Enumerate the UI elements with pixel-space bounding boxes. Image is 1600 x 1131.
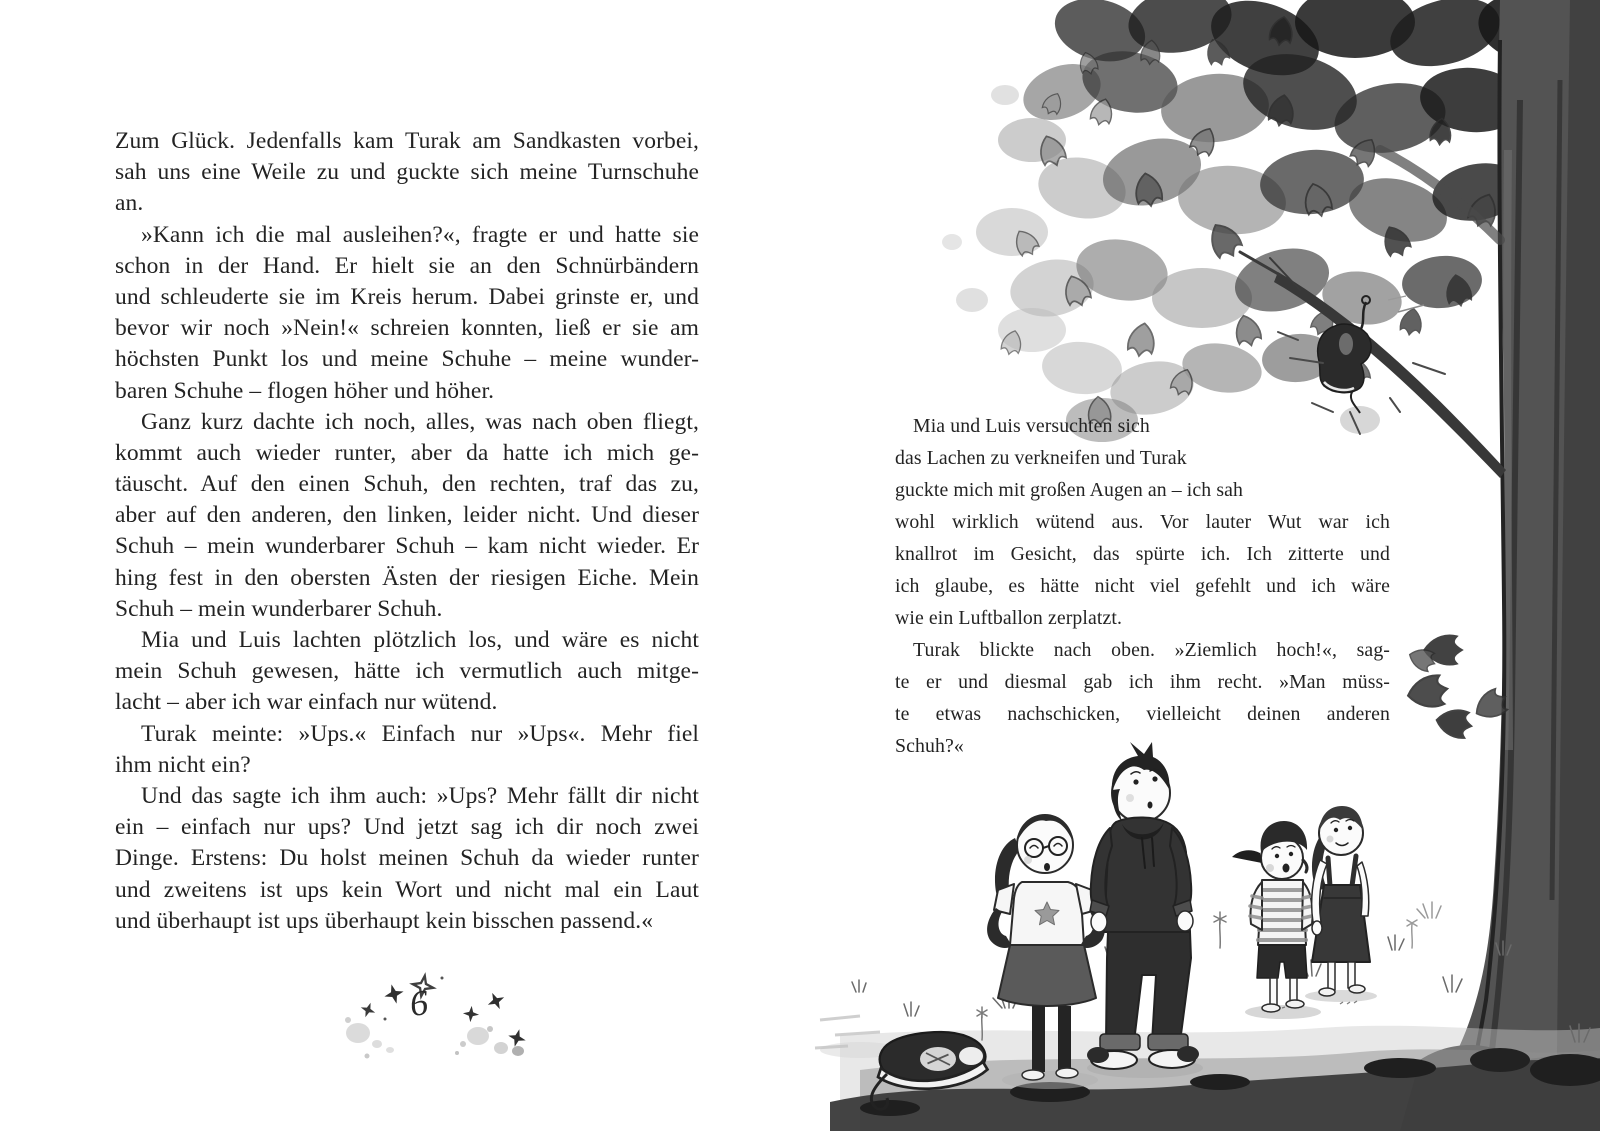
text-line: ich glaube, es hätte nicht viel gefehlt und ich wäre: [895, 575, 1390, 597]
text-line: guckte mich mit großen Augen an – ich sah: [895, 479, 1243, 501]
text-line: aber auf den anderen, den linken, leider nicht. Und dieser: [115, 502, 699, 529]
text-line: täuscht. Auf den einen Schuh, den rechten, traf das zu,: [115, 471, 699, 498]
text-line: Zum Glück. Jedenfalls kam Turak am Sandkasten vorbei,: [115, 128, 699, 154]
text-line: Schuh?«: [895, 735, 964, 757]
text-line: baren Schuhe – flogen höher und höher.: [115, 377, 495, 404]
right-page: [800, 0, 1600, 1131]
text-line: schon in der Hand. Er hielt sie an den Schnürbändern: [115, 252, 699, 279]
text-line: lacht – aber ich war einfach nur wütend.: [115, 689, 498, 716]
text-line: wohl wirklich wütend aus. Vor lauter Wut war ich: [895, 511, 1390, 533]
text-line: Ganz kurz dachte ich noch, alles, was nach oben fliegt,: [141, 408, 699, 435]
text-line: ein – einfach nur ups? Und jetzt sag ich dir noch zwei: [115, 814, 699, 841]
text-line: »Kann ich die mal ausleihen?«, fragte er und hatte sie: [141, 221, 699, 248]
text-line: te er und diesmal gab ich ihm recht. »Man müss-: [895, 671, 1390, 693]
text-line: Mia und Luis lachten plötzlich los, und wäre es nicht: [141, 627, 699, 653]
text-line: sah uns eine Weile zu und guckte sich meine Turnschuhe: [115, 159, 699, 186]
text-line: Schuh – mein wunderbarer Schuh.: [115, 595, 443, 622]
text-line: Mia und Luis versuchten sich: [913, 415, 1150, 437]
text-line: höchsten Punkt los und meine Schuhe – meine wunder-: [115, 346, 699, 373]
text-line: hing fest in den obersten Ästen der riesigen Eiche. Mein: [115, 564, 699, 591]
star-doodles: [358, 974, 528, 1049]
text-line: Turak meinte: »Ups.« Einfach nur »Ups«. Mehr fiel: [141, 720, 699, 747]
child-tall-boy: [1087, 742, 1199, 1069]
text-line: bevor wir noch »Nein!« schreien konnten, ließ er sie am: [115, 315, 699, 342]
child-girl-braid: [1312, 806, 1370, 996]
text-line: wie ein Luftballon zerplatzt.: [895, 607, 1122, 629]
text-line: ihm nicht ein?: [115, 751, 251, 778]
text-line: das Lachen zu verkneifen und Turak: [895, 447, 1187, 469]
right-text-block: [895, 410, 1390, 762]
ink-splatter: [345, 1017, 524, 1059]
text-line: kommt auch wieder runter, aber da hatte ich mich ge-: [115, 439, 699, 466]
left-text-block: [115, 126, 699, 937]
text-line: an.: [115, 190, 144, 217]
page-number: 6: [407, 982, 431, 1024]
text-line: Und das sagte ich ihm auch: »Ups? Mehr fällt dir nicht: [141, 782, 699, 809]
text-line: mein Schuh gewesen, hätte ich vermutlich auch mitge-: [115, 658, 699, 685]
text-line: knallrot im Gesicht, das spürte ich. Ich zitterte und: [895, 543, 1390, 565]
page-number-decoration: [330, 956, 550, 1066]
child-boy-cap: [1232, 821, 1313, 1012]
text-line: te etwas nachschicken, vielleicht deinen anderen: [895, 703, 1390, 725]
text-line: und schleuderte sie im Kreis herum. Dabei grinste er, und: [115, 283, 699, 310]
trunk-leaf-cluster: [1405, 636, 1511, 740]
text-line: und zweitens ist ups kein Wort und nicht mal ein Laut: [115, 876, 699, 903]
text-line: Dinge. Erstens: Du holst meinen Schuh da wieder runter: [115, 845, 699, 872]
text-line: und überhaupt ist ups überhaupt kein bisschen passend.«: [115, 907, 654, 934]
text-line: Schuh – mein wunderbarer Schuh – kam nicht wieder. Er: [115, 533, 699, 560]
text-line: Turak blickte nach oben. »Ziemlich hoch!«, sag-: [913, 639, 1390, 661]
